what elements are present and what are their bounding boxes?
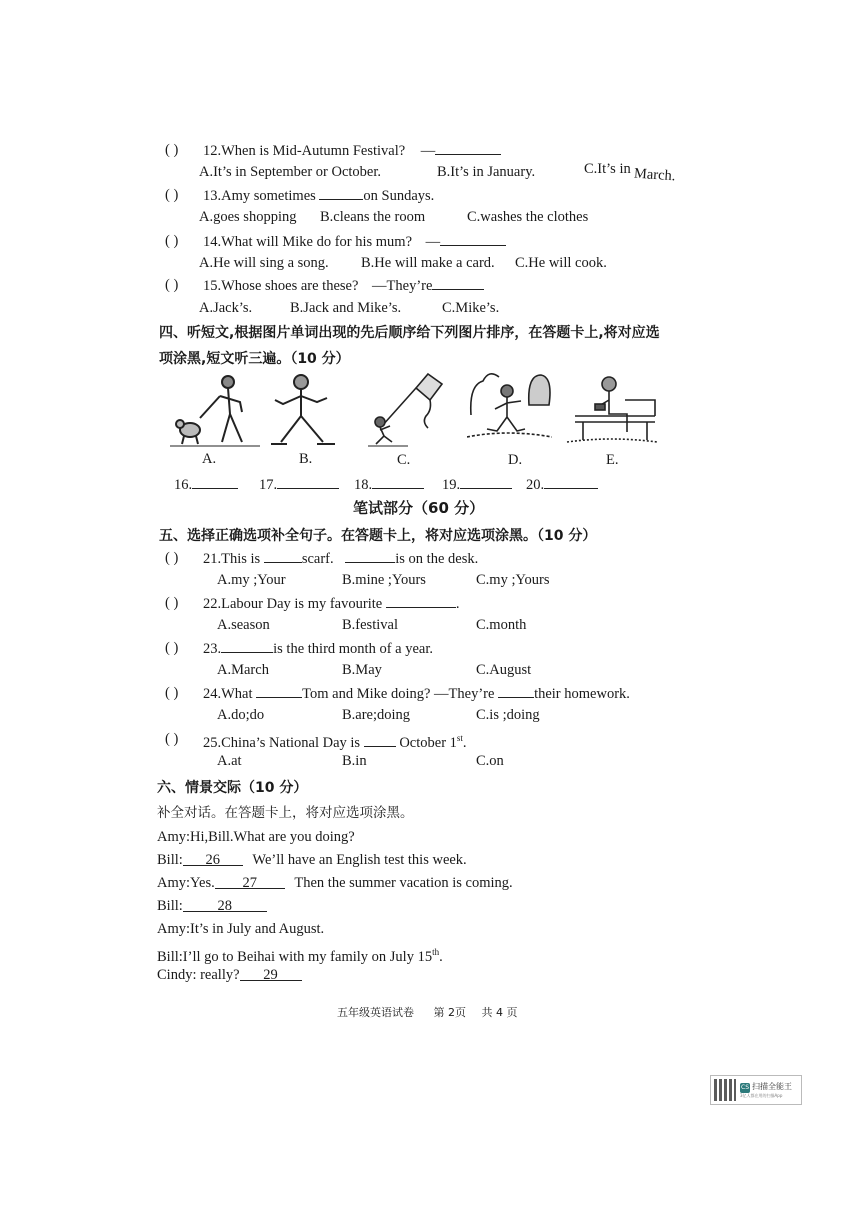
- picture-label-a: A.: [202, 451, 217, 467]
- option-a: A.do;do: [217, 707, 265, 723]
- tai-chi-icon: [265, 372, 340, 450]
- option-c: C.August: [476, 662, 532, 678]
- answer-paren: ( ): [165, 142, 179, 158]
- answer-blank: [432, 275, 484, 290]
- section-4-heading: 四、听短文,根据图片单词出现的先后顺序给下列图片排序，在答题卡上,将对应选: [159, 325, 660, 341]
- question-25: 25.China’s National Day is October 1st.: [203, 733, 467, 751]
- option-a: A.season: [217, 617, 270, 633]
- written-part-title: 笔试部分（60 分）: [353, 499, 485, 517]
- answer-17: 17.: [259, 474, 339, 494]
- option-b: B.cleans the room: [320, 209, 426, 225]
- answer-18: 18.: [354, 474, 424, 494]
- option-c: C.is ;doing: [476, 707, 540, 723]
- option-a: A.at: [217, 753, 242, 769]
- option-c: C.Mike’s.: [442, 300, 500, 316]
- answer-19: 19.: [442, 474, 512, 494]
- option-c: C.He will cook.: [515, 255, 607, 271]
- question-text: 12.When is Mid-Autumn Festival?: [203, 143, 406, 159]
- answer-paren: ( ): [165, 233, 179, 249]
- answer-16: 16.: [174, 474, 238, 494]
- option-b: B.in: [342, 753, 367, 769]
- dialog-line-3: Amy:Yes. 27 Then the summer vacation is coming.: [157, 875, 513, 891]
- qr-code-icon: [714, 1079, 736, 1101]
- answer-blank: [319, 185, 363, 200]
- picture-label-e: E.: [606, 452, 619, 468]
- option-b: B.are;doing: [342, 707, 411, 723]
- question-13: 13.Amy sometimes on Sundays.: [203, 185, 434, 205]
- section-6-heading: 六、情景交际（10 分）: [157, 780, 308, 796]
- flying-kite-icon: [368, 370, 453, 450]
- option-b: B.It’s in January.: [437, 164, 536, 180]
- question-24: 24.What Tom and Mike doing? —They’re their homework.: [203, 683, 630, 703]
- section-5-heading: 五、选择正确选项补全句子。在答题卡上，将对应选项涂黑。（10 分）: [159, 528, 597, 544]
- dialog-line-6: Bill:I’ll go to Beihai with my family on July 15th.: [157, 947, 443, 965]
- answer-20: 20.: [526, 474, 598, 494]
- answer-paren: ( ): [165, 731, 179, 747]
- dialog-line-2: Bill: 26 We’ll have an English test this week.: [157, 852, 467, 868]
- option-c: C.It’s in March.: [584, 161, 677, 185]
- option-b: B.Jack and Mike’s.: [290, 300, 402, 316]
- answer-paren: ( ): [165, 685, 179, 701]
- walking-dog-icon: [170, 372, 260, 450]
- option-c: C.on: [476, 753, 504, 769]
- answer-blank: [435, 140, 501, 155]
- option-a: A.my ;Your: [217, 572, 286, 588]
- question-14: 14.What will Mike do for his mum? —: [203, 231, 506, 251]
- picture-label-c: C.: [397, 452, 411, 468]
- dialog-line-5: Amy:It’s in July and August.: [157, 921, 325, 937]
- picture-label-b: B.: [299, 451, 313, 467]
- option-b: B.mine ;Yours: [342, 572, 426, 588]
- option-a: A.It’s in September or October.: [199, 164, 382, 180]
- section-4-heading-cont: 项涂黑,短文听三遍。（10 分）: [159, 351, 350, 367]
- section-6-instruction: 补全对话。在答题卡上，将对应选项涂黑。: [157, 805, 414, 821]
- option-c: C.my ;Yours: [476, 572, 550, 588]
- option-c: C.month: [476, 617, 527, 633]
- cs-logo-icon: CS: [741, 1084, 749, 1091]
- question-23: 23. is the third month of a year.: [203, 638, 433, 658]
- dash: —: [420, 143, 436, 159]
- answer-paren: ( ): [165, 550, 179, 566]
- answer-paren: ( ): [165, 595, 179, 611]
- dialog-line-1: Amy:Hi,Bill.What are you doing?: [157, 829, 355, 845]
- dialog-line-7: Cindy: really? 29: [157, 966, 302, 984]
- option-a: A.goes shopping: [199, 209, 297, 225]
- answer-paren: ( ): [165, 640, 179, 656]
- running-in-park-icon: [467, 365, 552, 447]
- option-b: B.festival: [342, 617, 398, 633]
- answer-paren: ( ): [165, 187, 179, 203]
- reading-on-bench-icon: [565, 370, 657, 450]
- option-b: B.May: [342, 662, 382, 678]
- footer: 五年级英语试卷 第 2页 共 4 页: [337, 1006, 518, 1019]
- answer-blank: [440, 231, 506, 246]
- question-21: 21.This is scarf. is on the desk.: [203, 548, 478, 568]
- option-c: C.washes the clothes: [467, 209, 589, 225]
- question-12: [203, 140, 501, 160]
- dialog-line-4: Bill: 28: [157, 897, 267, 915]
- option-a: A.March: [217, 662, 269, 678]
- answer-paren: ( ): [165, 277, 179, 293]
- option-a: A.He will sing a song.: [199, 255, 329, 271]
- scanner-watermark: CS 扫描全能王 3亿人都在用的扫描App: [710, 1075, 802, 1105]
- option-a: A.Jack’s.: [199, 300, 253, 316]
- option-b: B.He will make a card.: [361, 255, 495, 271]
- picture-label-d: D.: [508, 452, 523, 468]
- question-22: 22.Labour Day is my favourite .: [203, 593, 459, 613]
- question-15: 15.Whose shoes are these? —They’re: [203, 275, 484, 295]
